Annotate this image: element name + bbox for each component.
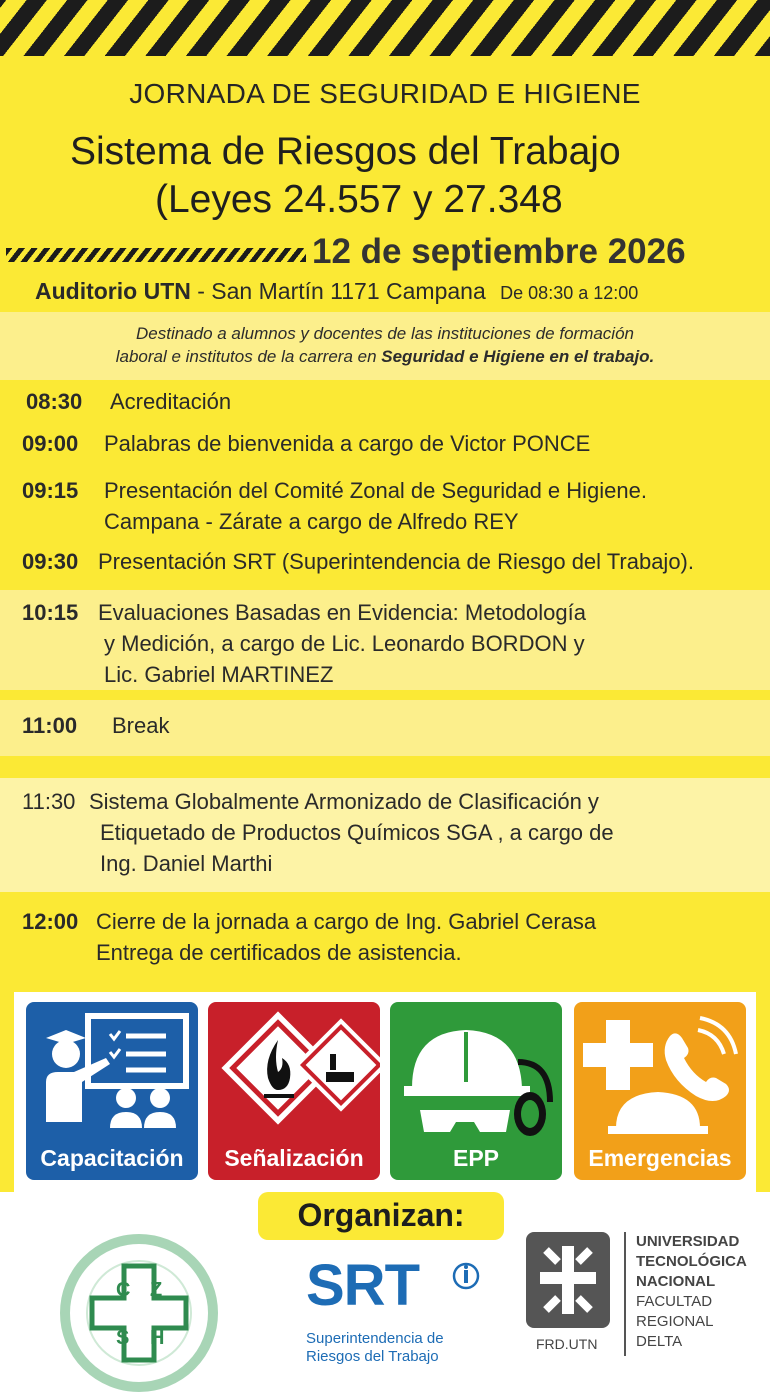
schedule-item: [22, 710, 760, 741]
utn-tag: FRD.UTN: [536, 1336, 598, 1352]
schedule-time: 10:15: [22, 600, 79, 625]
schedule-time: 11:30: [22, 789, 76, 814]
czsh-letter: H: [150, 1327, 165, 1349]
utn-line: TECNOLÓGICA: [636, 1253, 747, 1270]
schedule-text: Acreditación: [110, 389, 232, 414]
utn-separator: [624, 1232, 626, 1356]
utn-line: REGIONAL: [636, 1313, 714, 1330]
schedule-item: [22, 786, 760, 879]
schedule-item: [22, 546, 760, 577]
tile-capacitacion: [26, 1002, 198, 1180]
tile-label: Emergencias: [588, 1145, 732, 1171]
schedule-text-cont: Lic. Gabriel MARTINEZ: [104, 662, 334, 687]
event-type: JORNADA DE SEGURIDAD E HIGIENE: [129, 78, 641, 109]
schedule-text: Cierre de la jornada a cargo de Ing. Gabriel Cerasa: [96, 909, 597, 934]
utn-logo: [526, 1232, 766, 1382]
safety-icons: [14, 992, 756, 1192]
organizers-heading: Organizan:: [258, 1192, 504, 1240]
title-line-2: (Leyes 24.557 y 27.348: [155, 178, 563, 221]
utn-line: UNIVERSIDAD: [636, 1233, 740, 1250]
event-hours: De 08:30 a 12:00: [500, 283, 639, 303]
tile-senalizacion: [208, 1002, 380, 1180]
schedule-time: 09:00: [22, 431, 79, 456]
schedule-item: [22, 428, 760, 459]
srt-emblem-icon: [452, 1262, 480, 1290]
audience-line-1: Destinado a alumnos y docentes de las instituciones de formación: [135, 324, 634, 343]
schedule-time: 12:00: [22, 909, 79, 934]
schedule-item: [22, 597, 760, 690]
srt-subtitle-2: Riesgos del Trabajo: [306, 1348, 439, 1365]
venue-address: - San Martín 1171 Campana: [190, 278, 493, 304]
schedule-text: Break: [112, 713, 170, 738]
schedule-text: Evaluaciones Basadas en Evidencia: Metodología: [98, 600, 586, 625]
schedule-item: [26, 386, 760, 417]
utn-line: DELTA: [636, 1333, 683, 1350]
schedule-text-cont: Entrega de certificados de asistencia.: [96, 940, 462, 965]
audience-note: [0, 312, 770, 380]
schedule-text: Palabras de bienvenida a cargo de Victor PONCE: [104, 431, 591, 456]
utn-emblem-icon: [526, 1232, 610, 1328]
czsh-letter: C: [116, 1279, 131, 1301]
utn-line: FACULTAD: [636, 1293, 713, 1310]
schedule-text: Presentación SRT (Superintendencia de Riesgo del Trabajo).: [98, 549, 694, 574]
audience-line-2-text: laboral e institutos de la carrera en: [115, 347, 382, 366]
utn-line: NACIONAL: [636, 1273, 716, 1290]
venue-name: Auditorio UTN: [35, 278, 191, 304]
tile-label: EPP: [452, 1145, 500, 1171]
schedule-item: [22, 475, 760, 537]
audience-line-2: [0, 345, 770, 368]
venue: [35, 278, 638, 305]
schedule-text-cont: Ing. Daniel Marthi: [100, 851, 273, 876]
schedule-time: 09:30: [22, 549, 79, 574]
schedule-text-cont: Campana - Zárate a cargo de Alfredo REY: [104, 509, 519, 534]
tile-label: Señalización: [224, 1145, 364, 1171]
srt-subtitle-1: Superintendencia de: [306, 1330, 444, 1347]
title-line-1: Sistema de Riesgos del Trabajo: [70, 130, 621, 173]
schedule-time: 08:30: [26, 389, 83, 414]
czsh-logo: [60, 1234, 218, 1392]
schedule-time: 09:15: [22, 478, 79, 503]
srt-name: SRT: [306, 1253, 419, 1318]
czsh-letter: S: [116, 1327, 130, 1349]
tile-emergencias: [574, 1002, 746, 1180]
schedule-text-cont: Etiquetado de Productos Químicos SGA , a cargo de: [100, 820, 614, 845]
schedule-text: Sistema Globalmente Armonizado de Clasificación y: [89, 789, 599, 814]
hazard-stripe-mid: [6, 248, 306, 262]
schedule-text: Presentación del Comité Zonal de Seguridad e Higiene.: [104, 478, 647, 503]
organizers: [0, 1192, 770, 1395]
tile-label: Capacitación: [40, 1145, 184, 1171]
srt-logo: [300, 1252, 490, 1372]
audience-line-2-bold: Seguridad e Higiene en el trabajo.: [381, 347, 655, 366]
tile-epp: [390, 1002, 562, 1180]
utn-names: [636, 1232, 747, 1352]
schedule-item: [22, 906, 760, 968]
schedule-text-cont: y Medición, a cargo de Lic. Leonardo BORDON y: [104, 631, 585, 656]
schedule-time: 11:00: [22, 713, 78, 738]
event-date: 12 de septiembre 2026: [312, 232, 686, 271]
czsh-letter: Z: [150, 1279, 163, 1301]
hazard-stripe-top: [0, 0, 770, 62]
